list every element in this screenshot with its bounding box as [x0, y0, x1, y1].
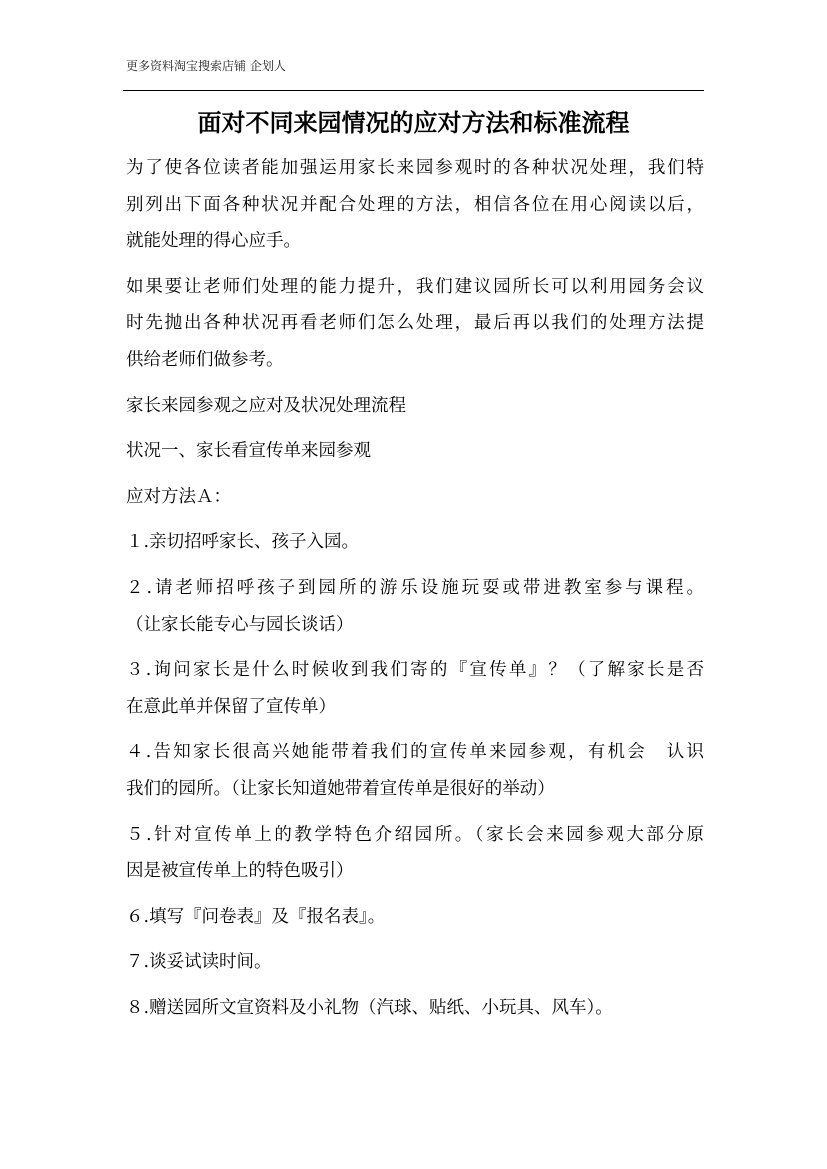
- text-line: ８.赠送园所文宣资料及小礼物（汽球、贴纸、小玩具、风车）。: [126, 997, 613, 1018]
- list-item: [126, 734, 704, 807]
- text-line: 为了使各位读者能加强运用家长来园参观时的各种状况处理，我们特: [126, 158, 704, 178]
- text-line: ７.谈妥试读时间。: [126, 952, 272, 973]
- situation-heading: [126, 433, 704, 470]
- text-line: 供给老师们做参考。: [126, 349, 284, 370]
- text-line: １.亲切招呼家长、孩子入园。: [126, 532, 360, 553]
- text-line: 我们的园所。（让家长知道她带着宣传单是很好的举动）: [126, 778, 555, 799]
- header-divider: [123, 90, 704, 91]
- paragraph: [126, 269, 704, 379]
- text-line: ２.请老师招呼孩子到园所的游乐设施玩耍或带进教室参与课程。: [126, 577, 704, 598]
- text-line: 状况一、家长看宣传单来园参观: [126, 441, 371, 462]
- text-line: 应对方法Ａ：: [126, 486, 231, 507]
- text-line: 家长来园参观之应对及状况处理流程: [126, 395, 406, 416]
- text-line: ５.针对宣传单上的教学特色介绍园所。（家长会来园参观大部分原: [126, 824, 704, 845]
- list-item: [126, 652, 704, 725]
- text-line: 时先抛出各种状况再看老师们怎么处理，最后再以我们的处理方法提: [126, 313, 704, 334]
- paragraph: [126, 150, 704, 260]
- text-line: ４.告知家长很高兴她能带着我们的宣传单来园参观，有机会 认识: [126, 742, 704, 763]
- section-heading: [126, 388, 704, 425]
- list-item: [126, 817, 704, 890]
- page-header: 更多资料淘宝搜索店铺 企划人: [126, 59, 286, 73]
- list-item: [126, 570, 704, 643]
- text-line: ６.填写『问卷表』及『报名表』。: [126, 906, 386, 927]
- text-line: ３.询问家长是什么时候收到我们寄的『宣传单』？（了解家长是否: [126, 660, 704, 681]
- text-line: 在意此单并保留了宣传单）: [126, 696, 336, 717]
- text-line: 如果要让老师们处理的能力提升，我们建议园所长可以利用园务会议: [126, 276, 704, 297]
- text-line: 别列出下面各种状况并配合处理的方法，相信各位在用心阅读以后，: [126, 194, 704, 215]
- text-line: 因是被宣传单上的特色吸引）: [126, 861, 354, 882]
- text-line: 就能处理的得心应手。: [126, 231, 301, 252]
- list-item: [126, 990, 704, 1027]
- list-item: [126, 524, 704, 561]
- document-title: 面对不同来园情况的应对方法和标准流程: [197, 108, 630, 137]
- method-heading: [126, 479, 704, 516]
- text-line: （让家长能专心与园长谈话）: [126, 614, 354, 635]
- document-body: [126, 150, 704, 1026]
- list-item: [126, 944, 704, 981]
- list-item: [126, 899, 704, 936]
